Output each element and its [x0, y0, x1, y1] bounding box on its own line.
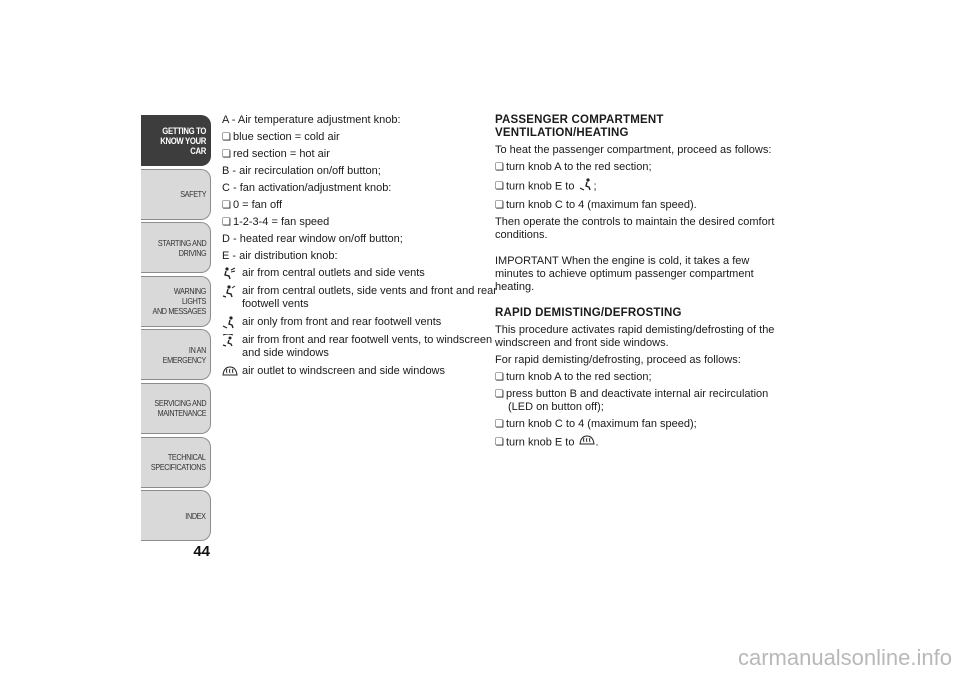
watermark: carmanualsonline.info [737, 645, 952, 670]
mode-face-feet [222, 285, 497, 311]
feet-vent-icon [579, 178, 593, 195]
face-feet-vent-icon [222, 285, 242, 298]
knob-c-label: C - fan activation/adjustment knob: [222, 182, 392, 194]
mode-windscreen [222, 365, 497, 378]
tab-getting-to-know-your-car[interactable] [141, 115, 211, 166]
knob-e-label: E - air distribution knob: [222, 250, 338, 262]
windscreen-defrost-icon [222, 365, 242, 378]
step-text: . [595, 436, 599, 449]
heading-line: VENTILATION/HEATING [495, 127, 629, 139]
procedures [495, 114, 787, 454]
mode-face [222, 267, 497, 280]
heating-then: Then operate the controls to maintain the desired comfort conditions. [495, 216, 775, 241]
bullet-fan-speed: ❏ 1-2-3-4 = fan speed [222, 216, 497, 229]
chapter-tabs [141, 115, 211, 544]
heating-step-3: ❏ turn knob C to 4 (maximum fan speed). [495, 199, 787, 212]
mode-text: air from central outlets and side vents [242, 267, 425, 279]
face-vent-icon [222, 267, 242, 280]
rapid-step-3: ❏ turn knob C to 4 (maximum fan speed); [495, 418, 787, 431]
step-text: ; [593, 180, 597, 193]
mode-text: air from central outlets, side vents and front and rear footwell vents [242, 285, 497, 310]
rapid-step-4 [495, 435, 787, 450]
mode-text: air only from front and rear footwell vents [242, 316, 442, 328]
tab-label: INDEX [185, 510, 206, 521]
tab-starting-and-driving[interactable] [141, 222, 211, 273]
tab-label: WARNING LIGHTS AND MESSAGES [152, 286, 206, 317]
heating-intro: To heat the passenger compartment, proceed as follows: [495, 144, 772, 156]
controls-description [222, 114, 497, 383]
step-text: turn knob E to [505, 436, 575, 449]
heading-rapid-demisting: RAPID DEMISTING/DEFROSTING [495, 307, 682, 319]
tab-technical-specifications[interactable] [141, 437, 211, 488]
heading-line: PASSENGER COMPARTMENT [495, 114, 664, 126]
mode-feet-windscreen [222, 334, 497, 360]
tab-servicing-and-maintenance[interactable] [141, 383, 211, 434]
bullet-red: ❏ red section = hot air [222, 148, 497, 161]
windscreen-defrost-icon [579, 435, 595, 450]
heading-ventilation-heating [495, 114, 787, 140]
tab-in-an-emergency[interactable] [141, 329, 211, 380]
mode-text: air from front and rear footwell vents, to windscreen and side windows [242, 334, 493, 359]
tab-label: SERVICING AND MAINTENANCE [154, 398, 206, 419]
rapid-intro: This procedure activates rapid demisting/defrosting of the windscreen and front side windows. [495, 324, 775, 349]
button-d-label: D - heated rear window on/off button; [222, 233, 403, 245]
bullet-fan-off: ❏ 0 = fan off [222, 199, 497, 212]
page-number: 44 [193, 543, 210, 560]
step-text: turn knob E to [505, 180, 575, 193]
heating-step-2 [495, 178, 787, 195]
mode-feet [222, 316, 497, 329]
tab-safety[interactable] [141, 169, 211, 220]
rapid-step-2: ❏ press button B and deactivate internal air recirculation (LED on button off); [495, 388, 787, 414]
feet-vent-icon [222, 316, 242, 329]
tab-warning-lights[interactable] [141, 276, 211, 327]
tab-label: GETTING TO KNOW YOUR CAR [160, 125, 206, 156]
important-note: IMPORTANT When the engine is cold, it takes a few minutes to achieve optimum passenger compartment heating. [495, 255, 754, 293]
heating-step-1: ❏ turn knob A to the red section; [495, 161, 787, 174]
bullet-blue: ❏ blue section = cold air [222, 131, 497, 144]
tab-label: SAFETY [180, 189, 206, 200]
tab-label: TECHNICAL SPECIFICATIONS [151, 452, 206, 473]
tab-label: IN AN EMERGENCY [162, 344, 206, 365]
feet-windscreen-vent-icon [222, 334, 242, 347]
tab-label: STARTING AND DRIVING [157, 237, 206, 258]
button-b-label: B - air recirculation on/off button; [222, 165, 381, 177]
rapid-step-1: ❏ turn knob A to the red section; [495, 371, 787, 384]
mode-text: air outlet to windscreen and side windows [242, 365, 446, 377]
rapid-proceed: For rapid demisting/defrosting, proceed as follows: [495, 354, 741, 366]
knob-a-label: A - Air temperature adjustment knob: [222, 114, 401, 126]
tab-index[interactable] [141, 490, 211, 541]
